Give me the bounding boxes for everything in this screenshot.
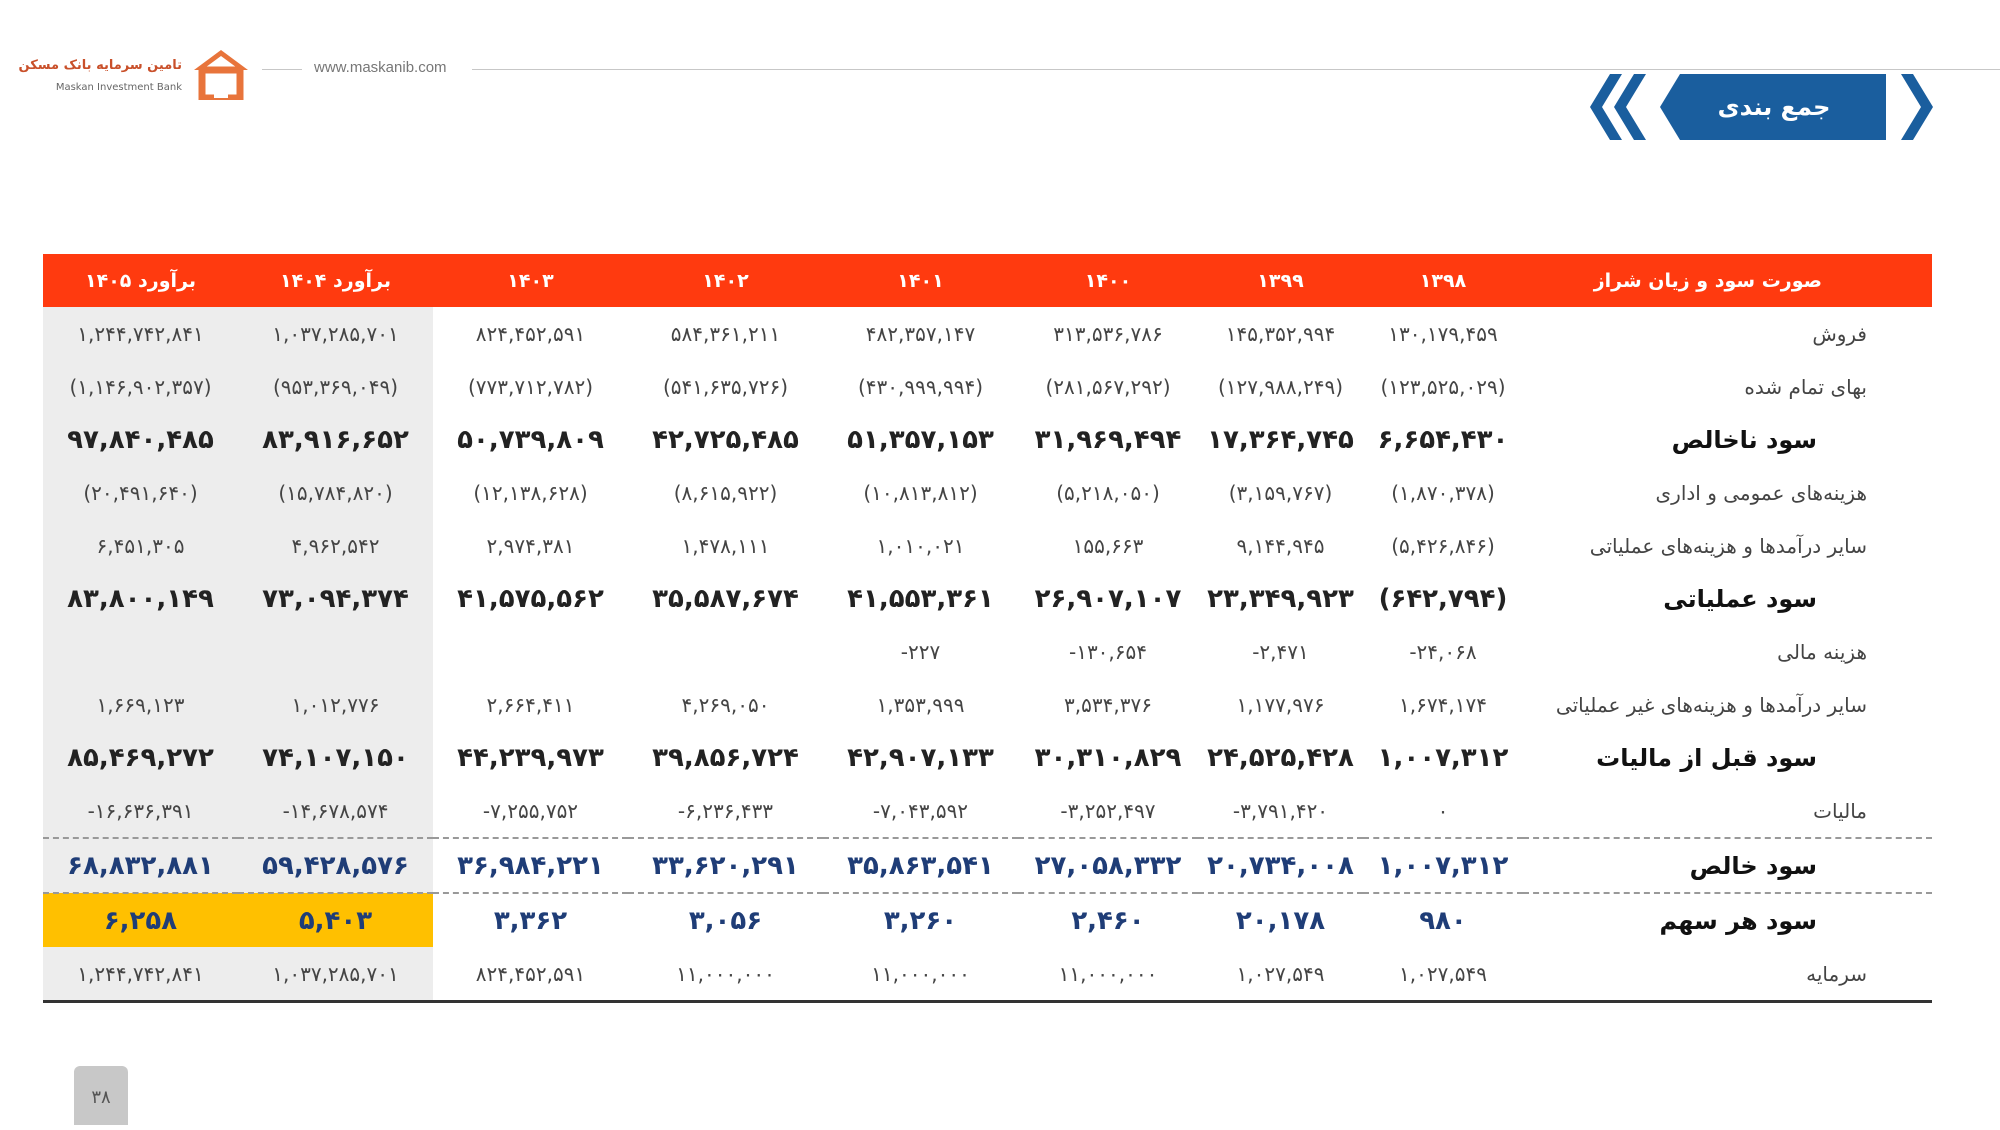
- column-header: ۱۳۹۸: [1363, 254, 1523, 307]
- table-cell: ۶,۴۵۱,۳۰۵: [43, 519, 238, 572]
- table-cell: [43, 625, 238, 678]
- table-cell: ۱۱,۰۰۰,۰۰۰: [823, 947, 1018, 1002]
- table-cell: (۸,۶۱۵,۹۲۲): [673, 480, 778, 505]
- income-statement-table: [43, 254, 1932, 1003]
- table-row: [43, 784, 1932, 838]
- table-cell: -۲۲۷: [900, 639, 941, 664]
- table-cell: ۶,۲۵۸: [43, 893, 238, 947]
- table-cell: ۲۰,۷۳۴,۰۰۸: [1198, 838, 1363, 893]
- table-cell: ۳,۰۵۶: [688, 905, 763, 936]
- section-title: جمع بندی: [1717, 93, 1831, 121]
- table-cell: ۱۱,۰۰۰,۰۰۰: [1018, 947, 1198, 1002]
- table-cell: ۳,۳۶۲: [493, 905, 568, 936]
- table-cell: ۷۳,۰۹۴,۳۷۴: [238, 572, 433, 625]
- row-label: سود خالص: [1523, 838, 1932, 893]
- table-cell: ۱,۰۳۷,۲۸۵,۷۰۱: [238, 307, 433, 360]
- table-cell: (۵,۲۱۸,۰۵۰): [1056, 480, 1160, 505]
- section-banner: [1590, 74, 1935, 140]
- table-cell: ۳۵,۸۶۳,۵۴۱: [823, 838, 1018, 893]
- row-label: هزینه مالی: [1777, 639, 1867, 664]
- table-cell: ۴۲,۹۰۷,۱۳۳: [847, 742, 994, 773]
- table-cell: ۱,۰۲۷,۵۴۹: [1363, 947, 1523, 1002]
- table-cell: ۱۴۵,۳۵۲,۹۹۴: [1225, 321, 1336, 346]
- table-cell: (۳,۱۵۹,۷۶۷): [1228, 480, 1333, 505]
- table-row: [43, 947, 1932, 1002]
- table-cell: ۶۸,۸۳۲,۸۸۱: [43, 838, 238, 893]
- row-label: سایر درآمدها و هزینه‌های غیر عملیاتی: [1555, 692, 1867, 717]
- logo-text-en: Maskan Investment Bank: [55, 82, 182, 93]
- table-cell: -۷,۰۴۳,۵۹۲: [872, 798, 969, 823]
- table-cell: ۸۵,۴۶۹,۲۷۲: [43, 731, 238, 784]
- row-label: سایر درآمدها و هزینه‌های عملیاتی: [1589, 533, 1867, 558]
- table-cell: ۱,۱۷۷,۹۷۶: [1236, 692, 1325, 717]
- table-cell: (۵,۴۲۶,۸۴۶): [1391, 533, 1495, 558]
- table-cell: [238, 625, 433, 678]
- table-cell: -۳,۲۵۲,۴۹۷: [1060, 798, 1156, 823]
- table-cell: ۱,۰۱۲,۷۷۶: [238, 678, 433, 731]
- logo-text-fa: تامین سرمایه بانک مسکن: [18, 58, 182, 73]
- column-header: ۱۴۰۳: [433, 254, 628, 307]
- table-cell: ۱,۰۳۷,۲۸۵,۷۰۱: [238, 947, 433, 1002]
- table-cell: ۵۸۴,۳۶۱,۲۱۱: [670, 321, 781, 346]
- table-cell: (۱۲۷,۹۸۸,۲۴۹): [1218, 374, 1343, 399]
- table-cell: ۱,۶۶۹,۱۲۳: [43, 678, 238, 731]
- table-cell: ۲,۴۶۰: [1071, 905, 1145, 936]
- table-cell: ۴۱,۵۵۳,۳۶۱: [847, 583, 994, 614]
- table-cell: ۴,۲۶۹,۰۵۰: [681, 692, 770, 717]
- column-header: ۱۴۰۵ برآورد: [43, 254, 238, 307]
- table-cell: ۸۲۴,۴۵۲,۵۹۱: [475, 321, 586, 346]
- row-label: سرمایه: [1523, 947, 1932, 1002]
- table-cell: ۳۱,۹۶۹,۴۹۴: [1034, 424, 1182, 455]
- column-header: ۱۴۰۱: [823, 254, 1018, 307]
- table-cell: ۱,۴۷۸,۱۱۱: [681, 533, 770, 558]
- table-row: [43, 731, 1932, 784]
- brand-logo: [18, 48, 250, 100]
- table-cell: ۵,۴۰۳: [238, 893, 433, 947]
- table-cell: (۱۲۳,۵۲۵,۰۲۹): [1380, 374, 1506, 399]
- table-cell: ۲۶,۹۰۷,۱۰۷: [1034, 583, 1182, 614]
- table-row: [43, 625, 1932, 678]
- table-cell: ۱,۶۷۴,۱۷۴: [1399, 692, 1487, 717]
- table-cell: ۸۳,۹۱۶,۶۵۲: [238, 413, 433, 466]
- table-row: [43, 838, 1932, 893]
- table-cell: ۶,۶۵۴,۴۳۰: [1377, 424, 1509, 455]
- table-cell: ۱۳۰,۱۷۹,۴۵۹: [1388, 321, 1498, 346]
- table-cell: (۲۰,۴۹۱,۶۴۰): [43, 466, 238, 519]
- table-cell: ۴۱,۵۷۵,۵۶۲: [457, 583, 604, 614]
- table-cell: ۷۴,۱۰۷,۱۵۰: [238, 731, 433, 784]
- table-cell: ۲۳,۳۴۹,۹۲۳: [1207, 583, 1354, 614]
- table-header-row: [43, 254, 1932, 307]
- table-cell: ۱,۲۴۴,۷۴۲,۸۴۱: [43, 947, 238, 1002]
- column-header: ۱۳۹۹: [1198, 254, 1363, 307]
- table-cell: -۱۳۰,۶۵۴: [1068, 639, 1148, 664]
- table-cell: (۵۴۱,۶۳۵,۷۲۶): [663, 374, 788, 399]
- table-cell: ۴۸۲,۳۵۷,۱۴۷: [865, 321, 976, 346]
- table-cell: ۳۱۳,۵۳۶,۷۸۶: [1053, 321, 1163, 346]
- table-cell: ۳۰,۳۱۰,۸۲۹: [1034, 742, 1182, 773]
- table-cell: ۱,۰۲۷,۵۴۹: [1198, 947, 1363, 1002]
- table-row: [43, 893, 1932, 947]
- column-header: ۱۴۰۲: [628, 254, 823, 307]
- table-cell: (۱۵,۷۸۴,۸۲۰): [238, 466, 433, 519]
- table-cell: (۷۷۳,۷۱۲,۷۸۲): [468, 374, 593, 399]
- table-cell: ۹۸۰: [1419, 905, 1467, 936]
- row-label: سود هر سهم: [1659, 906, 1817, 935]
- table-row: [43, 307, 1932, 360]
- table-cell: ۳۵,۵۸۷,۶۷۴: [652, 583, 799, 614]
- table-cell: ۱۱,۰۰۰,۰۰۰: [628, 947, 823, 1002]
- table-cell: ۲۴,۵۲۵,۴۲۸: [1207, 742, 1354, 773]
- table-cell: -۳,۷۹۱,۴۲۰: [1232, 798, 1329, 823]
- table-cell: ۱,۰۰۷,۳۱۲: [1363, 838, 1523, 893]
- website-link[interactable]: www.maskanib.com: [314, 59, 447, 76]
- table-cell: ۳۳,۶۲۰,۲۹۱: [628, 838, 823, 893]
- table-row: [43, 678, 1932, 731]
- header-rule: [472, 69, 2000, 70]
- table-cell: ۹۷,۸۴۰,۴۸۵: [43, 413, 238, 466]
- table-row: [43, 572, 1932, 625]
- table-cell: [628, 625, 823, 678]
- row-label: سود قبل از مالیات: [1596, 743, 1817, 772]
- page-number: ۳۸: [74, 1066, 128, 1125]
- row-label: فروش: [1812, 321, 1867, 346]
- table-cell: ۱۵۵,۶۶۳: [1072, 533, 1144, 558]
- table-cell: ۱,۳۵۳,۹۹۹: [876, 692, 965, 717]
- table-cell: -۲,۴۷۱: [1252, 639, 1309, 664]
- row-label: مالیات: [1813, 798, 1867, 823]
- column-header: ۱۴۰۴ برآورد: [238, 254, 433, 307]
- table-cell: -۷,۲۵۵,۷۵۲: [482, 798, 579, 823]
- table-cell: -۱۶,۶۳۶,۳۹۱: [43, 784, 238, 838]
- table-cell: [433, 625, 628, 678]
- table-row: [43, 360, 1932, 413]
- table-cell: ۱,۰۱۰,۰۲۱: [876, 533, 965, 558]
- table-cell: ۲,۹۷۴,۳۸۱: [486, 533, 575, 558]
- table-cell: ۵۱,۳۵۷,۱۵۳: [847, 424, 994, 455]
- row-label: هزینه‌های عمومی و اداری: [1655, 480, 1867, 505]
- table-cell: ۴۲,۷۲۵,۴۸۵: [652, 424, 799, 455]
- table-cell: ۲۷,۰۵۸,۳۳۲: [1018, 838, 1198, 893]
- table-cell: ۳۶,۹۸۴,۲۲۱: [433, 838, 628, 893]
- table-cell: (۲۸۱,۵۶۷,۲۹۲): [1045, 374, 1171, 399]
- table-cell: ۳۹,۸۵۶,۷۲۴: [652, 742, 799, 773]
- table-cell: ۴,۹۶۲,۵۴۲: [238, 519, 433, 572]
- table-cell: ۹,۱۴۴,۹۴۵: [1236, 533, 1325, 558]
- table-cell: ۸۲۴,۴۵۲,۵۹۱: [433, 947, 628, 1002]
- table-cell: ۵۹,۴۲۸,۵۷۶: [238, 838, 433, 893]
- table-cell: (۱۲,۱۳۸,۶۲۸): [473, 480, 588, 505]
- table-cell: ۱۷,۳۶۴,۷۴۵: [1207, 424, 1354, 455]
- table-cell: ۳,۵۳۴,۳۷۶: [1064, 692, 1152, 717]
- table-cell: -۶,۲۳۶,۴۳۳: [677, 798, 774, 823]
- table-cell: ۱,۰۰۷,۳۱۲: [1377, 742, 1509, 773]
- table-title: صورت سود و زیان شراز: [1523, 254, 1932, 307]
- table-cell: (۱۰,۸۱۳,۸۱۲): [863, 480, 978, 505]
- row-label: سود عملیاتی: [1663, 584, 1817, 613]
- table-row: [43, 519, 1932, 572]
- table-cell: (۱,۸۷۰,۳۷۸): [1391, 480, 1495, 505]
- table-cell: ۲۰,۱۷۸: [1235, 905, 1326, 936]
- table-cell: ۳,۲۶۰: [883, 905, 958, 936]
- table-cell: ۰: [1437, 798, 1449, 823]
- house-logo-icon: [192, 48, 250, 100]
- table-cell: ۴۴,۲۳۹,۹۷۳: [457, 742, 604, 773]
- table-row: [43, 466, 1932, 519]
- row-label: سود ناخالص: [1671, 425, 1817, 454]
- table-cell: ۸۳,۸۰۰,۱۴۹: [43, 572, 238, 625]
- table-cell: (۹۵۳,۳۶۹,۰۴۹): [238, 360, 433, 413]
- table-cell: (۱,۱۴۶,۹۰۲,۳۵۷): [43, 360, 238, 413]
- table-cell: ۲,۶۶۴,۴۱۱: [486, 692, 575, 717]
- table-cell: ۱,۲۴۴,۷۴۲,۸۴۱: [43, 307, 238, 360]
- table-cell: -۲۴,۰۶۸: [1409, 639, 1477, 664]
- row-label: بهای تمام شده: [1744, 374, 1867, 399]
- table-cell: ۵۰,۷۳۹,۸۰۹: [457, 424, 604, 455]
- header-rule-left: [262, 69, 302, 70]
- column-header: ۱۴۰۰: [1018, 254, 1198, 307]
- table-row: [43, 413, 1932, 466]
- table-cell: (۶۴۲,۷۹۴): [1378, 583, 1508, 614]
- table-cell: -۱۴,۶۷۸,۵۷۴: [238, 784, 433, 838]
- table-cell: (۴۳۰,۹۹۹,۹۹۴): [858, 374, 983, 399]
